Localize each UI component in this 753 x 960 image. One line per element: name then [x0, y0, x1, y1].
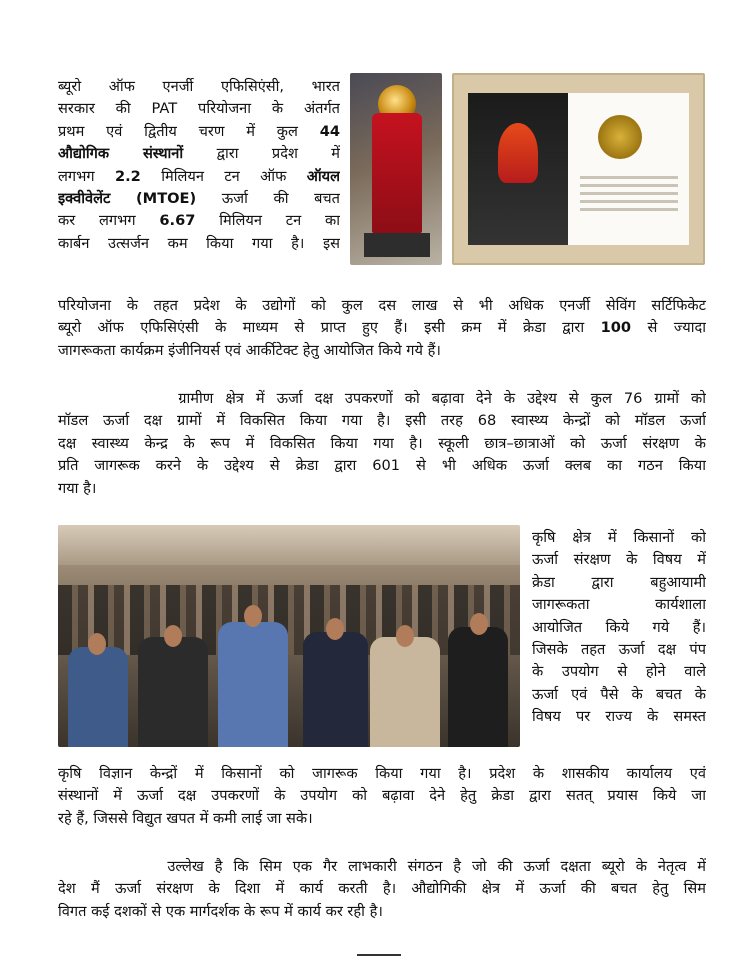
text-run: ब्यूरो ऑफ एनर्जी एफिसिएंसी, भारत: [58, 78, 340, 95]
text-run: उल्लेख है कि सिम एक गैर लाभकारी संगठन है जो की ऊर्जा दक्षता ब्यूरो के नेतृत्व में: [58, 858, 706, 875]
text-run: ऊर्जा एवं पैसे के बचत के: [532, 685, 706, 703]
text-run: ब्यूरो ऑफ एफिसिएंसी के माध्यम से प्राप्त हुए हैं। इसी क्रम में क्रेडा द्वारा: [58, 319, 601, 337]
text-run: गया है।: [58, 479, 97, 497]
text-line: [58, 143, 340, 165]
text-line: [58, 901, 706, 923]
text-line: [58, 410, 706, 432]
text-run: कार्बन उत्सर्जन कम किया गया है। इस: [58, 234, 340, 252]
text-run: ग्रामीण क्षेत्र में ऊर्जा दक्ष उपकरणों को बढ़ावा देने के उद्देश्य से कुल 76 ग्रामों को: [58, 390, 706, 407]
text-run: ऊर्जा की बचत: [196, 190, 340, 208]
text-line: [58, 763, 706, 785]
trophy-icon: [372, 113, 422, 233]
text-line: [58, 295, 706, 317]
text-line: [58, 340, 706, 362]
certificate-sheet: [468, 93, 689, 245]
text-run: संस्थानों में ऊर्जा दक्ष उपकरणों के उपयोग को बढ़ावा देने हेतु क्रेडा द्वारा सतत् प्रयास किये जा: [58, 787, 706, 805]
text-line: [58, 233, 340, 255]
paragraph-rural-energy: [58, 388, 706, 500]
bold-text: इक्वीवेलेंट: [58, 190, 111, 208]
text-line: [532, 617, 706, 639]
text-run: कर लगभग: [58, 212, 160, 230]
text-line: [58, 433, 706, 455]
end-divider: [357, 954, 401, 956]
text-line: [58, 166, 340, 188]
text-line: [58, 808, 706, 830]
text-line: [58, 388, 706, 410]
text-run: मिलियन टन ऑफ: [140, 167, 307, 185]
text-line: [58, 455, 706, 477]
text-line: [532, 572, 706, 594]
text-run: प्रथम एवं द्वितीय चरण में कुल: [58, 122, 320, 140]
text-line: [58, 98, 340, 120]
text-run: मिलियन टन का: [195, 212, 340, 230]
text-run: द्वारा प्रदेश में: [183, 145, 340, 163]
text-run: देश मैं ऊर्जा संरक्षण के दिशा में कार्य करती है। औद्योगिकी क्षेत्र में ऊर्जा की बचत हेतु सिम: [58, 880, 706, 898]
text-run: मॉडल ऊर्जा दक्ष ग्रामों में विकसित किया गया है। इसी तरह 68 स्वास्थ्य केन्द्रों को मॉडल ऊर्जा: [58, 412, 706, 430]
text-run: विषय पर राज्य के समस्त: [532, 708, 706, 726]
text-run: क्रेडा द्वारा बहुआयामी: [532, 573, 706, 591]
award-seal-icon: [598, 115, 642, 159]
text-line: [532, 684, 706, 706]
text-run: [110, 190, 136, 207]
bold-text: 2.2: [114, 167, 141, 185]
text-run: ऊर्जा संरक्षण के विषय में: [532, 551, 706, 569]
text-run: के उपयोग से होने वाले: [532, 663, 706, 681]
text-run: कृषि विज्ञान केन्द्रों में किसानों को जागरूक किया गया है। प्रदेश के शासकीय कार्यालय एवं: [58, 765, 706, 782]
text-run: कृषि क्षेत्र में किसानों को: [532, 529, 706, 546]
text-line: [58, 210, 340, 232]
paragraph-pat-project-cont: [58, 295, 706, 362]
text-run: लगभग: [58, 167, 115, 185]
text-run: आयोजित किये गये हैं।: [532, 618, 706, 636]
text-run: जिसके तहत ऊर्जा दक्ष पंप: [532, 641, 706, 659]
text-line: [58, 317, 706, 339]
text-line: [58, 121, 340, 143]
bold-text: 44: [319, 122, 340, 140]
certificate-poster: [468, 93, 568, 245]
text-run: रहे हैं, जिससे विद्युत खपत में कमी लाई जा सके।: [58, 809, 313, 827]
paragraph-agriculture-cont: [58, 763, 706, 830]
text-line: [532, 594, 706, 616]
text-line: [532, 527, 706, 549]
text-run: सरकार की PAT परियोजना के अंतर्गत: [58, 100, 340, 118]
conference-photo: [58, 525, 520, 747]
text-line: [58, 188, 340, 210]
bold-text: औद्योगिक संस्थानों: [58, 145, 184, 163]
paragraph-seem-organisation: [58, 856, 706, 923]
bold-text: 6.67: [159, 212, 196, 230]
text-line: [532, 661, 706, 683]
certificate-photo: [452, 73, 705, 265]
text-run: परियोजना के तहत प्रदेश के उद्योगों को कुल दस लाख से भी अधिक एनर्जी सेविंग सर्टिफिकेट: [58, 297, 706, 314]
bold-text: 100: [600, 319, 632, 337]
text-run: विगत कई दशकों से एक मार्गदर्शक के रूप में कार्य कर रही है।: [58, 902, 383, 920]
bold-text: ऑयल: [306, 167, 340, 185]
bold-text: (MTOE): [136, 190, 197, 208]
text-run: जागरूकता कार्यक्रम इंजीनियर्स एवं आर्कीटेक्ट हेतु आयोजित किये गये हैं।: [58, 341, 441, 359]
flame-logo-icon: [498, 123, 538, 183]
text-line: [58, 76, 340, 98]
text-run: प्रति जागरूक करने के उद्देश्य से क्रेडा द्वारा 601 से भी अधिक ऊर्जा क्लब का गठन किया: [58, 457, 706, 475]
text-line: [532, 639, 706, 661]
award-trophy-photo: [350, 73, 442, 265]
certificate-text-lines: [580, 171, 678, 216]
hall-ceiling: [58, 525, 520, 565]
text-line: [58, 878, 706, 900]
text-line: [532, 549, 706, 571]
text-line: [58, 785, 706, 807]
text-run: से ज्यादा: [631, 319, 706, 337]
text-line: [58, 478, 706, 500]
paragraph-agriculture: [532, 527, 706, 729]
paragraph-pat-project: [58, 76, 340, 255]
text-line: [532, 706, 706, 728]
text-run: जागरूकता कार्यशाला: [532, 596, 706, 614]
trophy-base-icon: [364, 233, 430, 257]
text-run: दक्ष स्वास्थ्य केन्द्र के रूप में विकसित किया गया है। स्कूली छात्र–छात्राओं को ऊर्जा संरक्षण के: [58, 434, 706, 452]
text-line: [58, 856, 706, 878]
